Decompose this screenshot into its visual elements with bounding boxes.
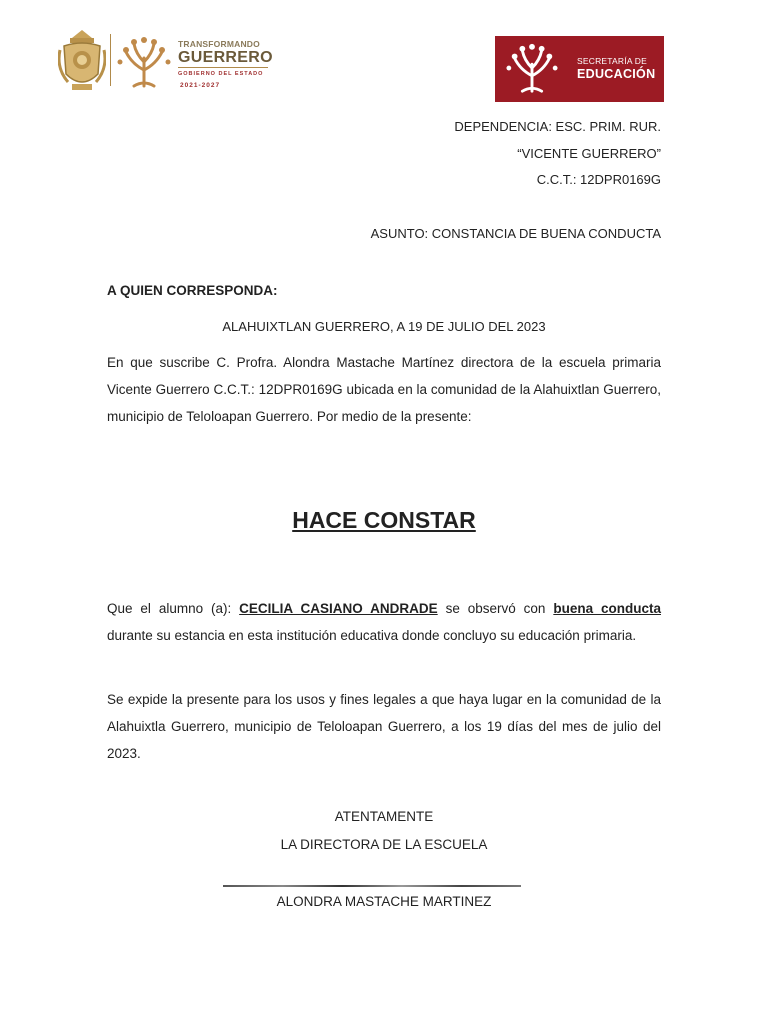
dependencia-line: DEPENDENCIA: ESC. PRIM. RUR. bbox=[454, 119, 661, 134]
school-name-line: “VICENTE GUERRERO” bbox=[517, 146, 661, 161]
closing-paragraph: Se expide la presente para los usos y fines legales a que haya lugar en la comunidad de la Alahuixtla Guerrero, municipio de Teloloapan Guerrero, a los 19 días del mes de julio del 2023. bbox=[107, 692, 661, 761]
brand-text bbox=[178, 40, 273, 77]
tree-emblem-white-icon bbox=[505, 42, 559, 96]
student-paragraph bbox=[107, 595, 661, 649]
intro-paragraph: En que suscribe C. Profra. Alondra Mastache Martínez directora de la escuela primaria Vicente Guerrero C.C.T.: 12DPR0169G ubicada en la comunidad de la Alahuixtlan Guerrero, municipio de Teloloapan Guerrero. Por medio de la presente: bbox=[107, 355, 661, 424]
brand-years-text: 2021-2027 bbox=[180, 82, 221, 89]
asunto-line: ASUNTO: CONSTANCIA DE BUENA CONDUCTA bbox=[370, 226, 661, 241]
secretaria-label: SECRETARÍA DE bbox=[577, 56, 647, 66]
guerrero-government-logo bbox=[58, 28, 278, 96]
student-mid: se observó con bbox=[437, 601, 554, 616]
tree-emblem-icon bbox=[116, 36, 172, 90]
brand-underline bbox=[178, 67, 268, 68]
greeting: A QUIEN CORRESPONDA: bbox=[107, 283, 278, 298]
salutation: ATENTAMENTE bbox=[334, 809, 434, 824]
signer-name: ALONDRA MASTACHE MARTINEZ bbox=[276, 894, 492, 909]
student-suffix: durante su estancia en esta institución educativa donde concluyo su educación primaria. bbox=[107, 628, 637, 643]
signer-role: LA DIRECTORA DE LA ESCUELA bbox=[280, 837, 488, 852]
student-name: CECILIA CASIANO ANDRADE bbox=[239, 601, 438, 616]
signature-line bbox=[223, 885, 521, 887]
student-prefix: Que el alumno (a): bbox=[107, 601, 240, 616]
place-date: ALAHUIXTLAN GUERRERO, A 19 DE JULIO DEL 2023 bbox=[222, 319, 546, 334]
conduct-label: buena conducta bbox=[553, 601, 661, 616]
brand-big-text: GUERRERO bbox=[178, 49, 273, 66]
educacion-label: EDUCACIÓN bbox=[577, 67, 656, 81]
document-title: HACE CONSTAR bbox=[292, 507, 476, 533]
education-secretariat-logo bbox=[495, 36, 664, 102]
cct-line: C.C.T.: 12DPR0169G bbox=[536, 172, 661, 187]
state-crest-icon bbox=[58, 28, 106, 94]
brand-small-text: TRANSFORMANDO bbox=[178, 39, 260, 49]
logo-divider bbox=[110, 34, 111, 86]
brand-government-text: GOBIERNO DEL ESTADO bbox=[178, 71, 264, 77]
